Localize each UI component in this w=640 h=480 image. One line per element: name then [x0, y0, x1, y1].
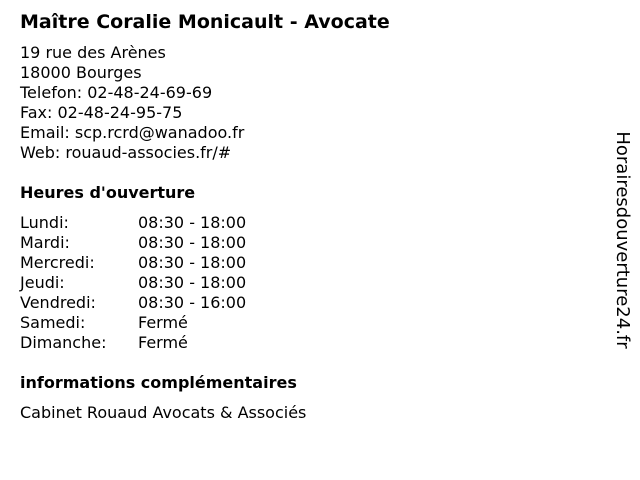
- business-name: Maître Coralie Monicault - Avocate: [20, 11, 390, 33]
- site-watermark: Horairesdouverture24.fr: [612, 131, 633, 349]
- hours-row-sunday: [20, 333, 600, 353]
- day-label: Dimanche:: [20, 333, 107, 352]
- day-label: Samedi:: [20, 313, 86, 332]
- hours-row-monday: [20, 213, 600, 233]
- hours-row-saturday: [20, 313, 600, 333]
- hours-value: 08:30 - 18:00: [138, 213, 247, 232]
- day-label: Vendredi:: [20, 293, 96, 312]
- hours-row-thursday: [20, 273, 600, 293]
- day-label: Lundi:: [20, 213, 69, 232]
- hours-value: 08:30 - 18:00: [138, 253, 247, 272]
- opening-hours-heading: Heures d'ouverture: [20, 183, 196, 202]
- website-address: Web: rouaud-associes.fr/#: [20, 143, 232, 162]
- day-label: Jeudi:: [20, 273, 65, 292]
- address-city: 18000 Bourges: [20, 63, 142, 82]
- hours-row-friday: [20, 293, 600, 313]
- address-street: 19 rue des Arènes: [20, 43, 166, 62]
- day-label: Mercredi:: [20, 253, 95, 272]
- hours-value: 08:30 - 16:00: [138, 293, 247, 312]
- hours-value: 08:30 - 18:00: [138, 233, 247, 252]
- fax-number: Fax: 02-48-24-95-75: [20, 103, 183, 122]
- day-label: Mardi:: [20, 233, 70, 252]
- hours-row-tuesday: [20, 233, 600, 253]
- hours-row-wednesday: [20, 253, 600, 273]
- additional-info-text: Cabinet Rouaud Avocats & Associés: [20, 403, 307, 422]
- business-card: [20, 10, 600, 423]
- hours-value: Fermé: [138, 333, 188, 352]
- hours-value: 08:30 - 18:00: [138, 273, 247, 292]
- phone-number: Telefon: 02-48-24-69-69: [20, 83, 213, 102]
- hours-value: Fermé: [138, 313, 188, 332]
- email-address: Email: scp.rcrd@wanadoo.fr: [20, 123, 245, 142]
- opening-hours-list: [20, 213, 600, 353]
- additional-info-heading: informations complémentaires: [20, 373, 297, 392]
